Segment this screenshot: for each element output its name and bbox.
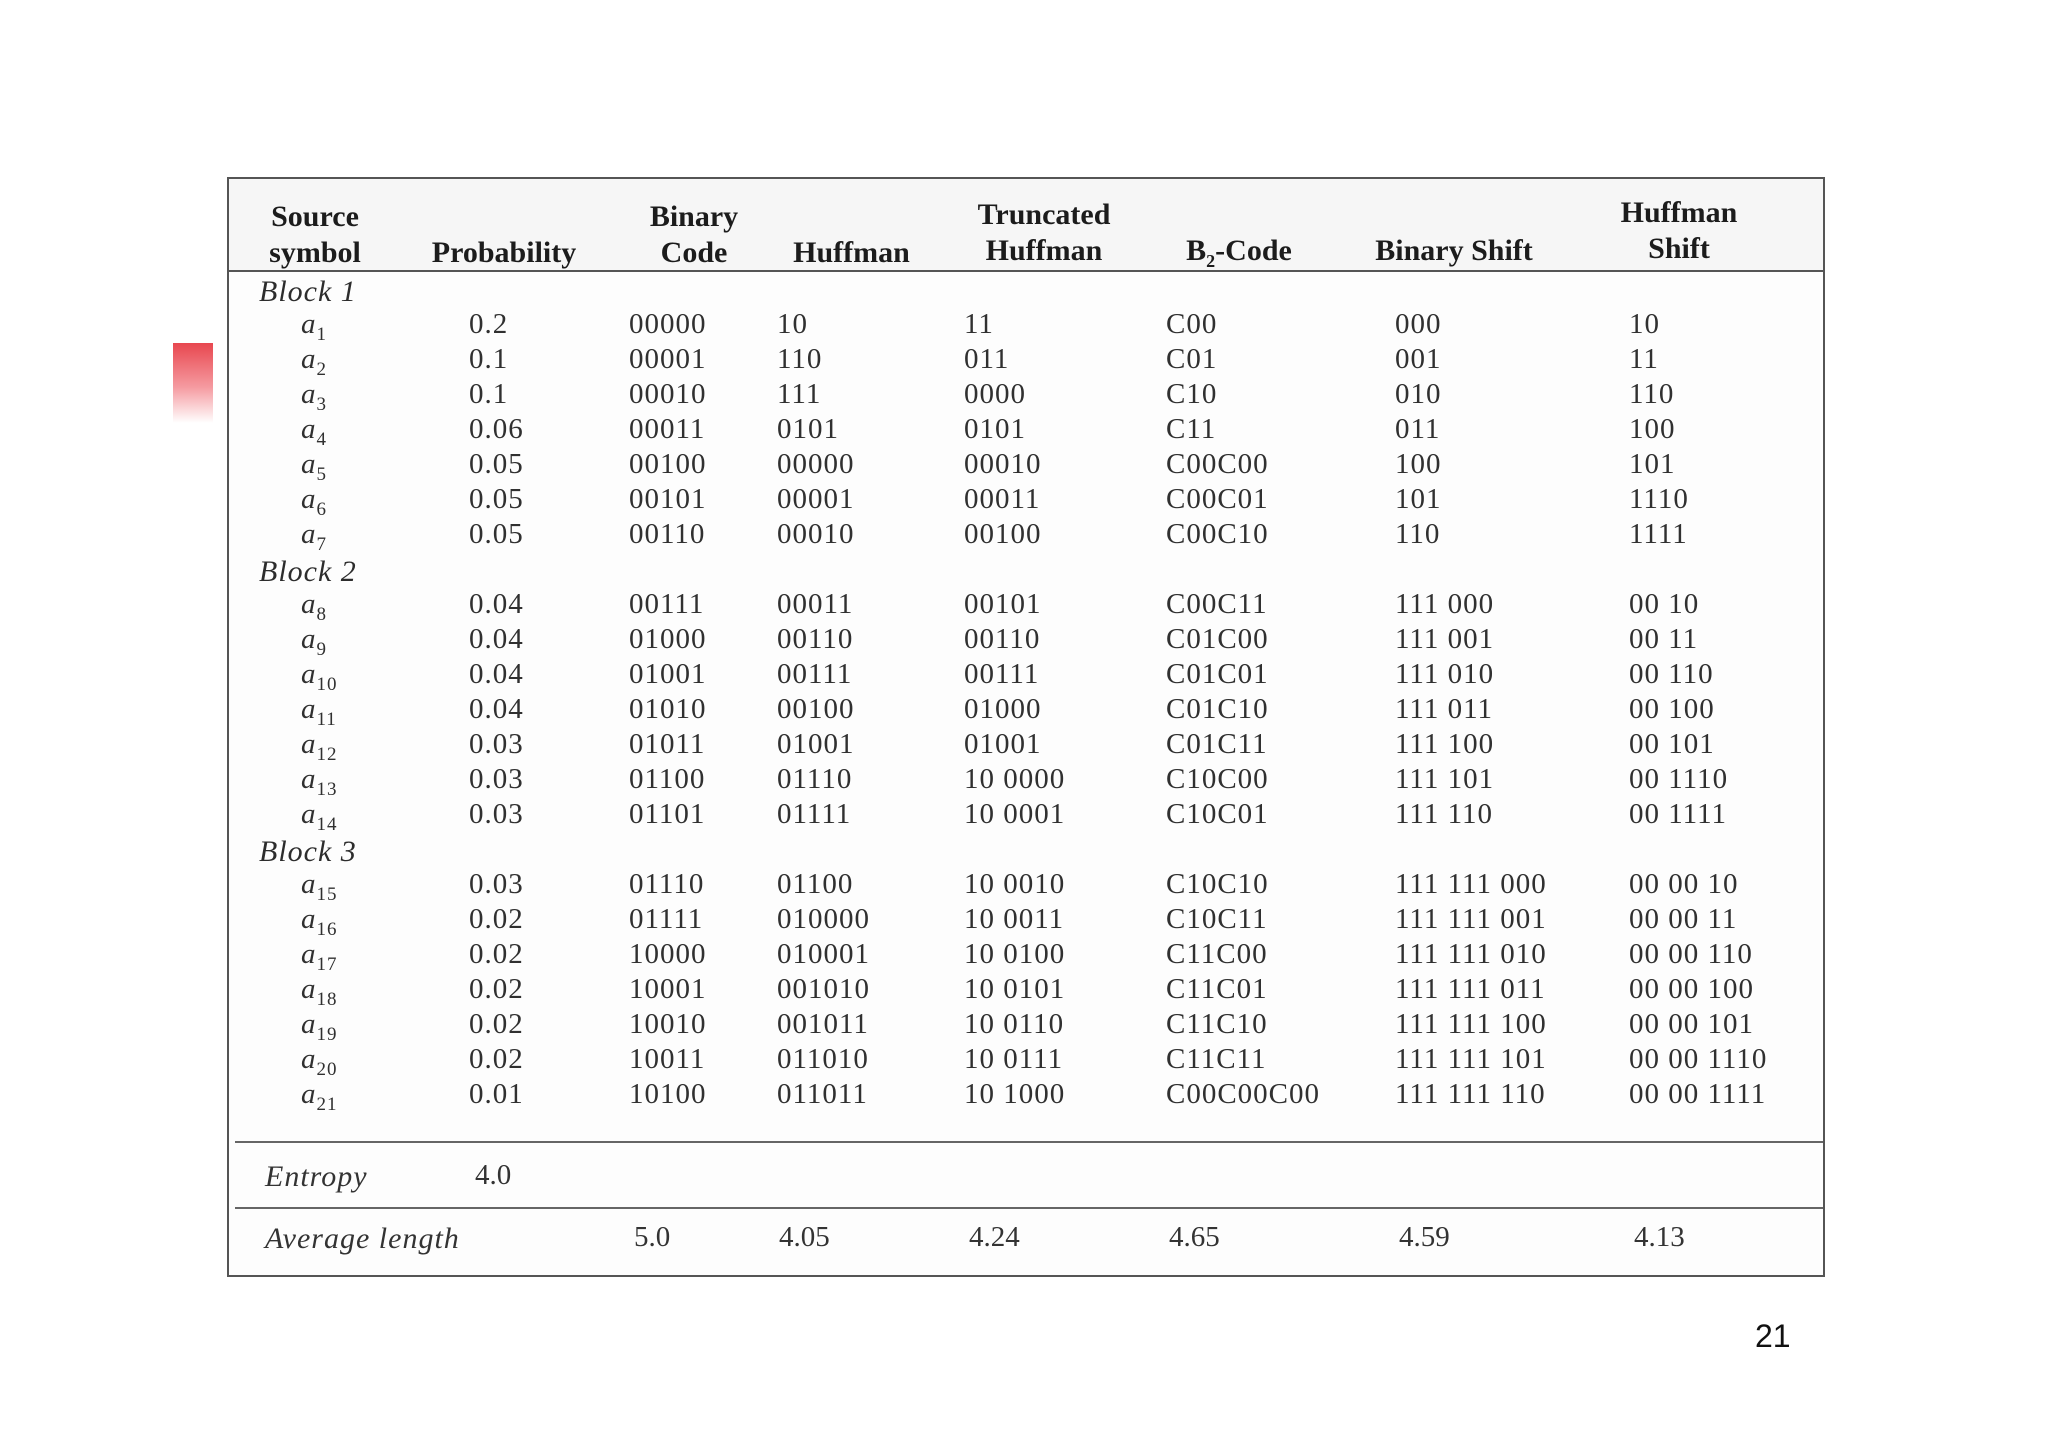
- binary-code-cell: 01001: [629, 658, 707, 690]
- source-symbol-cell: $a_{16}$: [301, 903, 338, 940]
- probability-cell: 0.03: [469, 763, 524, 795]
- b2-code-cell: C11C10: [1166, 1008, 1268, 1040]
- header-truncated-huffman: Truncated Huffman: [977, 198, 1111, 267]
- huffman-shift-cell: 101: [1629, 448, 1676, 480]
- binary-code-cell: 00011: [629, 413, 706, 445]
- probability-cell: 0.05: [469, 483, 524, 515]
- table-row: [229, 587, 1823, 625]
- probability-cell: 0.2: [469, 308, 509, 340]
- binary-shift-cell: 111 111 001: [1395, 903, 1547, 935]
- truncated-huffman-cell: 10 0011: [964, 903, 1065, 935]
- binary-shift-cell: 111 111 011: [1395, 973, 1546, 1005]
- table-row: [229, 692, 1823, 730]
- probability-cell: 0.1: [469, 378, 509, 410]
- binary-code-cell: 00110: [629, 518, 706, 550]
- probability-cell: 0.02: [469, 973, 524, 1005]
- huffman-cell: 01110: [777, 763, 853, 795]
- huffman-cell: 00011: [777, 588, 854, 620]
- huffman-cell: 01001: [777, 728, 855, 760]
- probability-cell: 0.04: [469, 623, 524, 655]
- table-row: [229, 1007, 1823, 1045]
- truncated-huffman-cell: 00111: [964, 658, 1040, 690]
- probability-cell: 0.06: [469, 413, 524, 445]
- binary-code-cell: 00000: [629, 308, 707, 340]
- binary-shift-cell: 001: [1395, 343, 1442, 375]
- huffman-shift-cell: 00 101: [1629, 728, 1715, 760]
- binary-shift-cell: 011: [1395, 413, 1441, 445]
- huffman-shift-cell: 00 00 110: [1629, 938, 1753, 970]
- binary-code-cell: 01101: [629, 798, 706, 830]
- binary-code-cell: 10001: [629, 973, 707, 1005]
- huffman-shift-cell: 10: [1629, 308, 1660, 340]
- table-row: [229, 622, 1823, 660]
- binary-shift-cell: 111 111 110: [1395, 1078, 1546, 1110]
- source-symbol-cell: $a_3$: [301, 378, 327, 415]
- b2-code-cell: C00C11: [1166, 588, 1268, 620]
- truncated-huffman-cell: 01001: [964, 728, 1042, 760]
- avg-binary: 5.0: [634, 1221, 671, 1253]
- source-symbol-cell: $a_{17}$: [301, 938, 338, 975]
- source-symbol-cell: $a_{19}$: [301, 1008, 338, 1045]
- table-row: [229, 762, 1823, 800]
- b2-code-cell: C10C11: [1166, 903, 1268, 935]
- truncated-huffman-cell: 10 0100: [964, 938, 1066, 970]
- huffman-shift-cell: 00 00 101: [1629, 1008, 1754, 1040]
- binary-shift-cell: 110: [1395, 518, 1441, 550]
- huffman-shift-cell: 00 100: [1629, 693, 1715, 725]
- source-symbol-cell: $a_{14}$: [301, 798, 338, 835]
- binary-code-cell: 10010: [629, 1008, 707, 1040]
- b2-code-cell: C01C10: [1166, 693, 1269, 725]
- binary-code-cell: 00010: [629, 378, 707, 410]
- avg-huffman: 4.05: [779, 1221, 830, 1253]
- huffman-shift-cell: 00 11: [1629, 623, 1699, 655]
- avg-binary-shift: 4.59: [1399, 1221, 1450, 1253]
- huffman-shift-cell: 110: [1629, 378, 1675, 410]
- binary-shift-cell: 111 110: [1395, 798, 1494, 830]
- average-length-divider: [235, 1207, 1823, 1209]
- table-row: [229, 902, 1823, 940]
- huffman-cell: 01111: [777, 798, 852, 830]
- huffman-cell: 111: [777, 378, 822, 410]
- table-row: [229, 447, 1823, 485]
- table-row: [229, 412, 1823, 450]
- huffman-cell: 00100: [777, 693, 855, 725]
- b2-code-cell: C10C10: [1166, 868, 1269, 900]
- huffman-shift-cell: 00 00 1110: [1629, 1043, 1768, 1075]
- table-row: [229, 307, 1823, 345]
- source-symbol-cell: $a_{12}$: [301, 728, 338, 765]
- probability-cell: 0.03: [469, 798, 524, 830]
- huffman-shift-cell: 11: [1629, 343, 1659, 375]
- probability-cell: 0.02: [469, 1008, 524, 1040]
- truncated-huffman-cell: 10 1000: [964, 1078, 1066, 1110]
- entropy-value: 4.0: [475, 1159, 512, 1191]
- binary-shift-cell: 101: [1395, 483, 1442, 515]
- huffman-cell: 0101: [777, 413, 839, 445]
- truncated-huffman-cell: 00010: [964, 448, 1042, 480]
- truncated-huffman-cell: 0000: [964, 378, 1026, 410]
- huffman-cell: 011010: [777, 1043, 869, 1075]
- b2-code-cell: C11C11: [1166, 1043, 1267, 1075]
- truncated-huffman-cell: 01000: [964, 693, 1042, 725]
- truncated-huffman-cell: 00110: [964, 623, 1041, 655]
- table-row: [229, 797, 1823, 835]
- binary-shift-cell: 111 111 000: [1395, 868, 1547, 900]
- truncated-huffman-cell: 0101: [964, 413, 1026, 445]
- probability-cell: 0.02: [469, 1043, 524, 1075]
- binary-code-cell: 00001: [629, 343, 707, 375]
- binary-shift-cell: 111 001: [1395, 623, 1495, 655]
- huffman-shift-cell: 00 00 100: [1629, 973, 1754, 1005]
- b2-code-cell: C01: [1166, 343, 1218, 375]
- table-row: [229, 342, 1823, 380]
- page-number: 21: [1755, 1318, 1791, 1354]
- b2-code-cell: C01C00: [1166, 623, 1269, 655]
- b2-code-cell: C00C00: [1166, 448, 1269, 480]
- entropy-divider: [235, 1141, 1823, 1143]
- source-symbol-cell: $a_6$: [301, 483, 327, 520]
- header-binary-code: Binary Code: [649, 200, 739, 269]
- truncated-huffman-cell: 10 0010: [964, 868, 1066, 900]
- binary-code-cell: 01100: [629, 763, 706, 795]
- table-row: [229, 482, 1823, 520]
- huffman-shift-cell: 1110: [1629, 483, 1689, 515]
- huffman-cell: 10: [777, 308, 808, 340]
- huffman-cell: 01100: [777, 868, 854, 900]
- b2-code-cell: C01C11: [1166, 728, 1268, 760]
- table-row: [229, 657, 1823, 695]
- huffman-cell: 00001: [777, 483, 855, 515]
- source-symbol-cell: $a_7$: [301, 518, 327, 555]
- huffman-shift-cell: 00 1110: [1629, 763, 1729, 795]
- binary-shift-cell: 111 111 100: [1395, 1008, 1547, 1040]
- avg-truncated-huffman: 4.24: [969, 1221, 1020, 1253]
- probability-cell: 0.03: [469, 728, 524, 760]
- average-length-label: Average length: [265, 1222, 460, 1255]
- probability-cell: 0.05: [469, 518, 524, 550]
- binary-code-cell: 00100: [629, 448, 707, 480]
- probability-cell: 0.03: [469, 868, 524, 900]
- binary-code-cell: 01011: [629, 728, 706, 760]
- entropy-label: Entropy: [265, 1160, 368, 1193]
- huffman-cell: 00111: [777, 658, 853, 690]
- huffman-cell: 001010: [777, 973, 870, 1005]
- probability-cell: 0.02: [469, 938, 524, 970]
- b2-code-cell: C00C10: [1166, 518, 1269, 550]
- truncated-huffman-cell: 00101: [964, 588, 1042, 620]
- probability-cell: 0.04: [469, 588, 524, 620]
- binary-code-cell: 01000: [629, 623, 707, 655]
- avg-huffman-shift: 4.13: [1634, 1221, 1685, 1253]
- table-row: [229, 867, 1823, 905]
- huffman-shift-cell: 00 10: [1629, 588, 1700, 620]
- table-row: [229, 727, 1823, 765]
- binary-shift-cell: 000: [1395, 308, 1442, 340]
- coding-comparison-table: [227, 177, 1825, 1277]
- source-symbol-cell: $a_{21}$: [301, 1078, 338, 1115]
- b2-code-cell: C11C01: [1166, 973, 1268, 1005]
- truncated-huffman-cell: 00100: [964, 518, 1042, 550]
- block-label: Block 1: [259, 275, 357, 308]
- binary-code-cell: 10011: [629, 1043, 706, 1075]
- source-symbol-cell: $a_8$: [301, 588, 327, 625]
- binary-code-cell: 00111: [629, 588, 705, 620]
- binary-code-cell: 10100: [629, 1078, 707, 1110]
- huffman-shift-cell: 100: [1629, 413, 1676, 445]
- source-symbol-cell: $a_{18}$: [301, 973, 338, 1010]
- probability-cell: 0.02: [469, 903, 524, 935]
- b2-code-cell: C10: [1166, 378, 1218, 410]
- huffman-cell: 010000: [777, 903, 870, 935]
- slide-accent-bar: [173, 343, 213, 423]
- table-row: [229, 972, 1823, 1010]
- truncated-huffman-cell: 10 0110: [964, 1008, 1065, 1040]
- binary-shift-cell: 100: [1395, 448, 1442, 480]
- truncated-huffman-cell: 10 0111: [964, 1043, 1064, 1075]
- b2-code-cell: C00: [1166, 308, 1218, 340]
- truncated-huffman-cell: 10 0000: [964, 763, 1066, 795]
- b2-code-cell: C01C01: [1166, 658, 1269, 690]
- huffman-cell: 00000: [777, 448, 855, 480]
- probability-cell: 0.04: [469, 658, 524, 690]
- source-symbol-cell: $a_2$: [301, 343, 327, 380]
- header-b2-code: $B_2$-Code: [1186, 234, 1292, 271]
- probability-cell: 0.04: [469, 693, 524, 725]
- binary-shift-cell: 111 101: [1395, 763, 1495, 795]
- binary-shift-cell: 111 100: [1395, 728, 1495, 760]
- probability-cell: 0.05: [469, 448, 524, 480]
- truncated-huffman-cell: 10 0101: [964, 973, 1066, 1005]
- source-symbol-cell: $a_4$: [301, 413, 327, 450]
- source-symbol-cell: $a_{10}$: [301, 658, 338, 695]
- table-row: [229, 1077, 1823, 1115]
- b2-code-cell: C10C00: [1166, 763, 1269, 795]
- huffman-cell: 00010: [777, 518, 855, 550]
- truncated-huffman-cell: 011: [964, 343, 1010, 375]
- b2-code-cell: C11: [1166, 413, 1217, 445]
- huffman-cell: 001011: [777, 1008, 869, 1040]
- avg-b2-code: 4.65: [1169, 1221, 1220, 1253]
- table-row: [229, 377, 1823, 415]
- table-row: [229, 937, 1823, 975]
- huffman-cell: 011011: [777, 1078, 868, 1110]
- huffman-shift-cell: 00 00 10: [1629, 868, 1739, 900]
- binary-code-cell: 10000: [629, 938, 707, 970]
- b2-code-cell: C11C00: [1166, 938, 1268, 970]
- binary-code-cell: 01110: [629, 868, 705, 900]
- header-huffman-shift: Huffman Shift: [1620, 196, 1738, 265]
- source-symbol-cell: $a_{20}$: [301, 1043, 338, 1080]
- probability-cell: 0.01: [469, 1078, 524, 1110]
- binary-code-cell: 01010: [629, 693, 707, 725]
- b2-code-cell: C10C01: [1166, 798, 1269, 830]
- huffman-cell: 010001: [777, 938, 870, 970]
- truncated-huffman-cell: 10 0001: [964, 798, 1066, 830]
- source-symbol-cell: $a_5$: [301, 448, 327, 485]
- table-row: [229, 1042, 1823, 1080]
- header-binary-shift: Binary Shift: [1375, 234, 1533, 267]
- table-row: [229, 517, 1823, 555]
- source-symbol-cell: $a_9$: [301, 623, 327, 660]
- binary-code-cell: 01111: [629, 903, 704, 935]
- huffman-cell: 00110: [777, 623, 854, 655]
- block-label: Block 2: [259, 555, 357, 588]
- probability-cell: 0.1: [469, 343, 509, 375]
- block-label: Block 3: [259, 835, 357, 868]
- binary-shift-cell: 111 011: [1395, 693, 1494, 725]
- binary-shift-cell: 111 000: [1395, 588, 1495, 620]
- huffman-shift-cell: 00 110: [1629, 658, 1714, 690]
- huffman-shift-cell: 00 00 1111: [1629, 1078, 1767, 1110]
- truncated-huffman-cell: 00011: [964, 483, 1041, 515]
- binary-code-cell: 00101: [629, 483, 707, 515]
- huffman-shift-cell: 00 00 11: [1629, 903, 1738, 935]
- source-symbol-cell: $a_1$: [301, 308, 327, 345]
- header-huffman: Huffman: [793, 236, 910, 269]
- huffman-cell: 110: [777, 343, 823, 375]
- huffman-shift-cell: 1111: [1629, 518, 1688, 550]
- source-symbol-cell: $a_{13}$: [301, 763, 338, 800]
- binary-shift-cell: 111 111 101: [1395, 1043, 1547, 1075]
- table-header: [229, 179, 1823, 272]
- b2-code-cell: C00C01: [1166, 483, 1269, 515]
- huffman-shift-cell: 00 1111: [1629, 798, 1728, 830]
- truncated-huffman-cell: 11: [964, 308, 994, 340]
- binary-shift-cell: 111 111 010: [1395, 938, 1547, 970]
- header-source-symbol: Source symbol: [269, 200, 361, 269]
- header-probability: Probability: [431, 236, 577, 269]
- binary-shift-cell: 111 010: [1395, 658, 1495, 690]
- binary-shift-cell: 010: [1395, 378, 1442, 410]
- source-symbol-cell: $a_{15}$: [301, 868, 338, 905]
- source-symbol-cell: $a_{11}$: [301, 693, 337, 730]
- b2-code-cell: C00C00C00: [1166, 1078, 1321, 1110]
